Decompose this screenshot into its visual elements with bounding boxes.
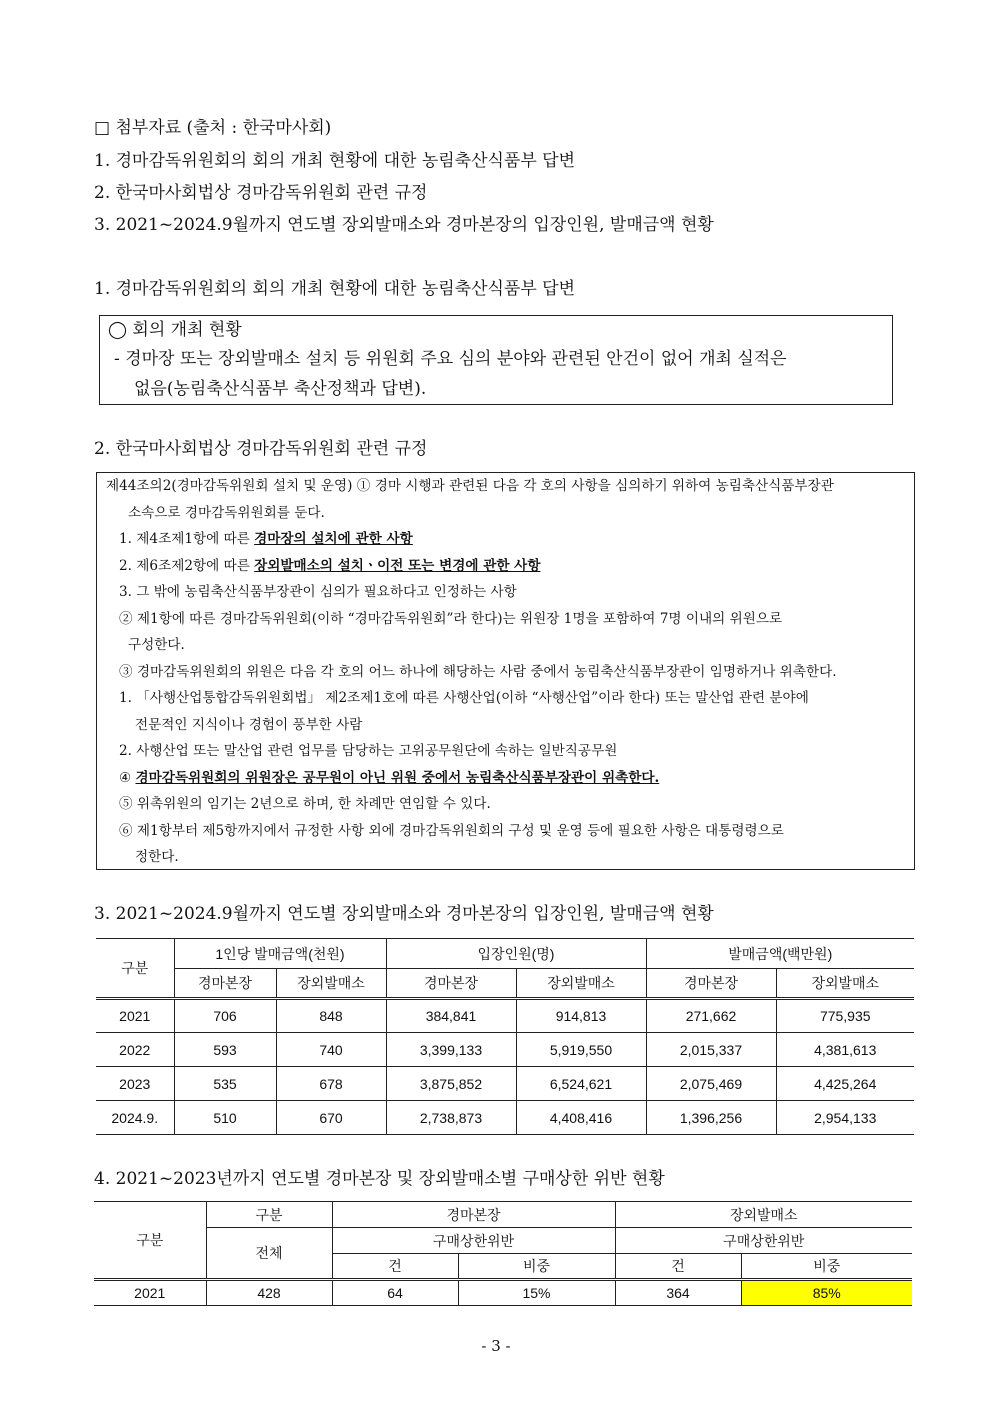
- row-year: 2021: [96, 999, 174, 1033]
- cell: 510: [174, 1101, 276, 1135]
- header-main: 경마본장: [332, 1202, 615, 1228]
- cell: 593: [174, 1033, 276, 1067]
- law-underline: 경마장의 설치에 관한 사항: [254, 531, 413, 547]
- law-line: ⑤ 위촉위원의 임기는 2년으로 하며, 한 차례만 연임할 수 있다.: [119, 796, 491, 812]
- section1-box: [99, 315, 893, 405]
- cell: 2,015,337: [646, 1033, 776, 1067]
- header-gubun: 구분: [96, 939, 174, 999]
- cell: 535: [174, 1067, 276, 1101]
- table-row: [96, 1101, 914, 1135]
- meeting-status-line2: 없음(농림축산식품부 축산정책과 답변).: [134, 379, 427, 399]
- meeting-status-title: ◯ 회의 개최 현황: [108, 320, 242, 340]
- header-violation-main: 구매상한위반: [332, 1228, 615, 1254]
- law-line: 1. 제4조제1항에 따른 경마장의 설치에 관한 사항: [119, 531, 413, 547]
- law-line: 구성한다.: [128, 637, 185, 653]
- cell: 2,075,469: [646, 1067, 776, 1101]
- cell: 848: [276, 999, 386, 1033]
- law-line: ③ 경마감독위원회의 위원은 다음 각 호의 어느 하나에 해당하는 사람 중에서 농림축산식품부장관이 임명하거나 위촉한다.: [119, 664, 837, 680]
- section2-title: 2. 한국마사회법상 경마감독위원회 관련 규정: [94, 439, 428, 459]
- subheader-offsite: 장외발매소: [776, 969, 914, 999]
- row-year: 2021: [94, 1280, 206, 1306]
- attachment-item-3: 3. 2021~2024.9월까지 연도별 장외발매소와 경마본장의 입장인원, 발매금액 현황: [94, 215, 714, 235]
- subheader-main: 경마본장: [386, 969, 516, 999]
- table-row: [96, 1067, 914, 1101]
- law-line: 정한다.: [135, 849, 179, 865]
- cell: 4,381,613: [776, 1033, 914, 1067]
- law-line: ⑥ 제1항부터 제5항까지에서 규정한 사항 외에 경마감독위원회의 구성 및 운영 등에 필요한 사항은 대통령령으로: [119, 823, 784, 839]
- section3-title: 3. 2021~2024.9월까지 연도별 장외발매소와 경마본장의 입장인원, 발매금액 현황: [94, 904, 714, 924]
- header-count-offsite: 건: [615, 1254, 741, 1280]
- header-amount: 발매금액(백만원): [646, 939, 914, 969]
- law-line: 2. 사행산업 또는 말산업 관련 업무를 담당하는 고위공무원단에 속하는 일반직공무원: [119, 743, 618, 759]
- cell: 914,813: [516, 999, 646, 1033]
- law-underline: 장외발매소의 설치ㆍ이전 또는 변경에 관한 사항: [254, 558, 541, 574]
- cell: 670: [276, 1101, 386, 1135]
- cell: 384,841: [386, 999, 516, 1033]
- law-text-box: [96, 472, 915, 870]
- cell: 5,919,550: [516, 1033, 646, 1067]
- header-per-person: 1인당 발매금액(천원): [174, 939, 386, 969]
- header-ratio-main: 비중: [458, 1254, 615, 1280]
- row-year: 2022: [96, 1033, 174, 1067]
- law-line: 2. 제6조제2항에 따른 장외발매소의 설치ㆍ이전 또는 변경에 관한 사항: [119, 558, 541, 574]
- sales-table: [96, 938, 914, 1135]
- cell-offsite-count: 364: [615, 1280, 741, 1306]
- header-total: 전체: [206, 1228, 332, 1280]
- law-line: 1. 「사행산업통합감독위원회법」 제2조제1호에 따른 사행산업(이하 “사행산업”이라 한다) 또는 말산업 관련 분야에: [119, 690, 809, 706]
- attachment-header: □ 첨부자료 (출처 : 한국마사회): [94, 118, 332, 138]
- cell: 1,396,256: [646, 1101, 776, 1135]
- law-line: ② 제1항에 따른 경마감독위원회(이하 “경마감독위원회”라 한다)는 위원장 1명을 포함하여 7명 이내의 위원으로: [119, 611, 783, 627]
- section1-title: 1. 경마감독위원회의 회의 개최 현황에 대한 농림축산식품부 답변: [94, 279, 576, 299]
- header-gubun: 구분: [94, 1202, 206, 1280]
- attachment-item-2: 2. 한국마사회법상 경마감독위원회 관련 규정: [94, 183, 428, 203]
- row-year: 2024.9.: [96, 1101, 174, 1135]
- law-line: 소속으로 경마감독위원회를 둔다.: [128, 505, 325, 521]
- header-gubun-2: 구분: [206, 1202, 332, 1228]
- header-violation-offsite: 구매상한위반: [615, 1228, 912, 1254]
- subheader-main: 경마본장: [646, 969, 776, 999]
- violation-table: [94, 1201, 912, 1306]
- cell: 3,399,133: [386, 1033, 516, 1067]
- cell: 740: [276, 1033, 386, 1067]
- section4-title: 4. 2021~2023년까지 연도별 경마본장 및 장외발매소별 구매상한 위반 현황: [94, 1169, 665, 1189]
- row-year: 2023: [96, 1067, 174, 1101]
- cell: 706: [174, 999, 276, 1033]
- law-underline: 경마감독위원회의 위원장은 공무원이 아닌 위원 중에서 농림축산식품부장관이 위촉한다.: [135, 770, 660, 786]
- cell: 4,425,264: [776, 1067, 914, 1101]
- cell: 678: [276, 1067, 386, 1101]
- subheader-offsite: 장외발매소: [516, 969, 646, 999]
- meeting-status-line1: - 경마장 또는 장외발매소 설치 등 위원회 주요 심의 분야와 관련된 안건이 없어 개최 실적은: [114, 349, 787, 369]
- law-line: 전문적인 지식이나 경험이 풍부한 사람: [135, 717, 363, 733]
- cell-main-ratio: 15%: [458, 1280, 615, 1306]
- cell-main-count: 64: [332, 1280, 458, 1306]
- cell: 2,954,133: [776, 1101, 914, 1135]
- cell: 775,935: [776, 999, 914, 1033]
- law-line: 3. 그 밖에 농림축산식품부장관이 심의가 필요하다고 인정하는 사항: [119, 584, 517, 600]
- cell: 271,662: [646, 999, 776, 1033]
- cell: 3,875,852: [386, 1067, 516, 1101]
- attachment-item-1: 1. 경마감독위원회의 회의 개최 현황에 대한 농림축산식품부 답변: [94, 151, 576, 171]
- subheader-main: 경마본장: [174, 969, 276, 999]
- table-row: [96, 1033, 914, 1067]
- cell-offsite-ratio-highlighted: 85%: [741, 1280, 912, 1306]
- header-count-main: 건: [332, 1254, 458, 1280]
- cell: 4,408,416: [516, 1101, 646, 1135]
- cell: 2,738,873: [386, 1101, 516, 1135]
- law-line: 제44조의2(경마감독위원회 설치 및 운영) ① 경마 시행과 관련된 다음 각 호의 사항을 심의하기 위하여 농림축산식품부장관: [106, 478, 834, 494]
- header-ratio-offsite: 비중: [741, 1254, 912, 1280]
- header-visitors: 입장인원(명): [386, 939, 646, 969]
- cell: 6,524,621: [516, 1067, 646, 1101]
- page-number: - 3 -: [481, 1337, 511, 1355]
- table-row: [94, 1280, 912, 1306]
- table-row: [96, 999, 914, 1033]
- law-line: ④ 경마감독위원회의 위원장은 공무원이 아닌 위원 중에서 농림축산식품부장관이 위촉한다.: [119, 770, 660, 786]
- subheader-offsite: 장외발매소: [276, 969, 386, 999]
- header-offsite: 장외발매소: [615, 1202, 912, 1228]
- cell-total: 428: [206, 1280, 332, 1306]
